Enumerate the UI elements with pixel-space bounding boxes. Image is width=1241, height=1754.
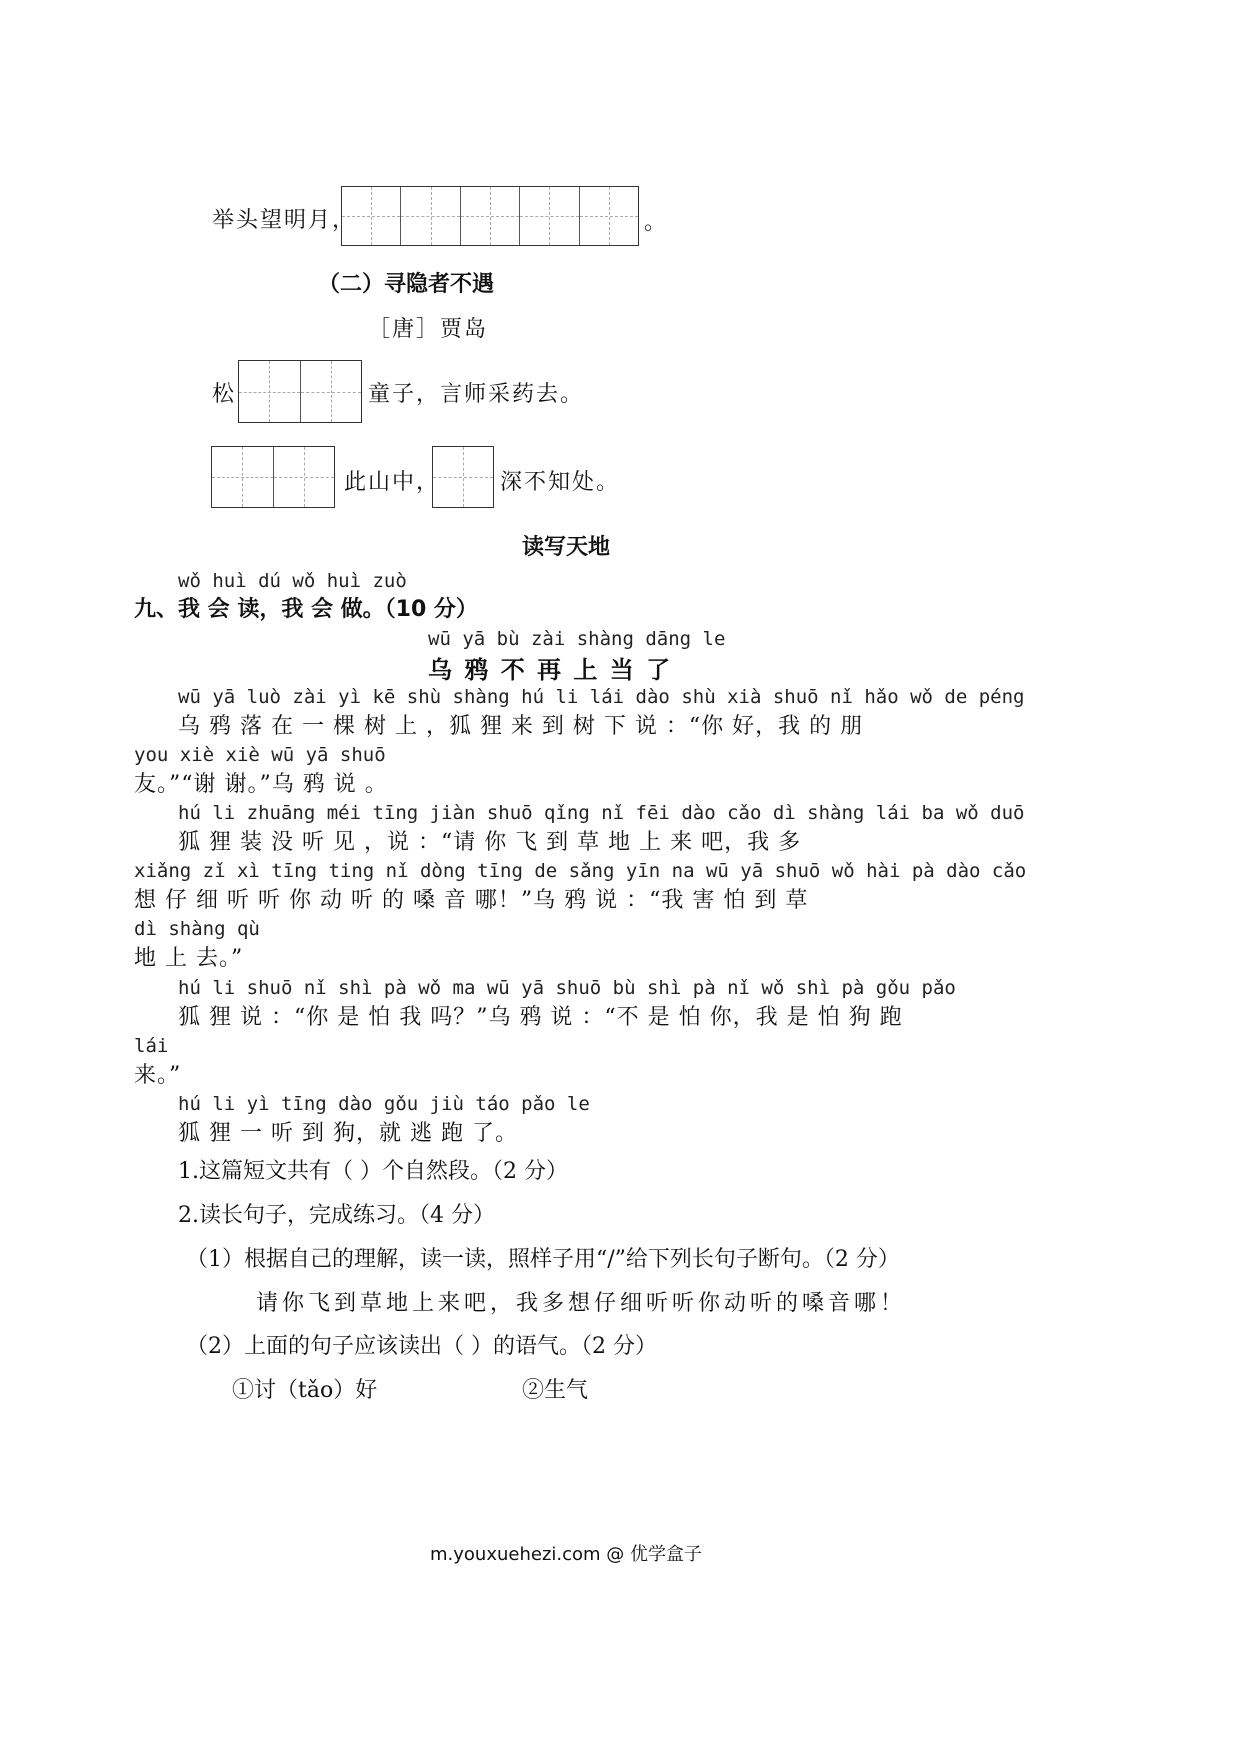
question-2-2: （2）上面的句子应该读出（ ）的语气。（2 分） bbox=[186, 1334, 657, 1359]
story-text-line: 乌 鸦 落 在 一 棵 树 上 ，狐 狸 来 到 树 下 说 ：“你 好，我 的 朋 bbox=[178, 714, 864, 739]
poem1-line-suffix: 。 bbox=[644, 210, 669, 235]
grid-cell[interactable] bbox=[342, 187, 400, 245]
question-2: 2.读长句子，完成练习。（4 分） bbox=[178, 1203, 495, 1228]
story-text-line: 想 仔 细 听 听 你 动 听 的 嗓 音 哪！”乌 鸦 说 ：“我 害 怕 到 草 bbox=[134, 888, 809, 913]
grid-cell[interactable] bbox=[212, 447, 273, 507]
story-pinyin-line: hú li yì tīng dào gǒu jiù táo pǎo le bbox=[178, 1093, 590, 1115]
story-text-line: 狐 狸 说 ：“你 是 怕 我 吗？”乌 鸦 说 ：“不 是 怕 你，我 是 怕 狗 跑 bbox=[178, 1005, 903, 1030]
question-1: 1.这篇短文共有（ ）个自然段。（2 分） bbox=[178, 1159, 568, 1184]
story-title-pinyin: wū yā bù zài shàng dāng le bbox=[428, 628, 726, 650]
footer-watermark: m.youxuehezi.com @ 优学盒子 bbox=[430, 1544, 703, 1565]
question9-pinyin: wǒ huì dú wǒ huì zuò bbox=[178, 570, 407, 592]
grid-cell[interactable] bbox=[300, 361, 362, 422]
story-text-line: 友。”“谢 谢。”乌 鸦 说 。 bbox=[134, 772, 388, 797]
story-pinyin-line: wū yā luò zài yì kē shù shàng hú li lái dào shù xià shuō nǐ hǎo wǒ de péng bbox=[178, 686, 1025, 708]
grid-cell[interactable] bbox=[400, 187, 459, 245]
grid-cell[interactable] bbox=[519, 187, 578, 245]
section-heading: 读写天地 bbox=[522, 535, 611, 560]
story-text-line: 狐 狸 装 没 听 见 ，说 ：“请 你 飞 到 草 地 上 来 吧，我 多 bbox=[178, 830, 802, 855]
story-text-line: 地 上 去。” bbox=[134, 946, 244, 971]
poem2-title: （二）寻隐者不遇 bbox=[318, 272, 495, 297]
answer-grid-poem2-line2a[interactable] bbox=[211, 446, 335, 508]
answer-grid-poem2-line1[interactable] bbox=[238, 360, 362, 423]
story-text-line: 狐 狸 一 听 到 狗，就 逃 跑 了。 bbox=[178, 1121, 518, 1146]
option-2: ②生气 bbox=[522, 1378, 589, 1403]
answer-grid-poem2-line2b[interactable] bbox=[432, 446, 494, 508]
poem2-line2-suffix: 深不知处。 bbox=[500, 470, 621, 495]
grid-cell[interactable] bbox=[433, 447, 493, 507]
story-title: 乌 鸦 不 再 上 当 了 bbox=[428, 656, 673, 684]
question-2-1: （1）根据自己的理解，读一读，照样子用“/”给下列长句子断句。（2 分） bbox=[186, 1247, 900, 1272]
answer-grid-poem1[interactable] bbox=[341, 186, 639, 246]
question-2-1-sentence: 请你飞到草地上来吧，我多想仔细听听你动听的嗓音哪！ bbox=[256, 1291, 907, 1316]
story-pinyin-line: you xiè xiè wū yā shuō bbox=[134, 744, 386, 766]
grid-cell[interactable] bbox=[273, 447, 335, 507]
grid-cell[interactable] bbox=[460, 187, 519, 245]
question9-title: 九、我 会 读，我 会 做。（10 分） bbox=[134, 597, 478, 622]
poem1-line-prefix: 举头望明月， bbox=[212, 208, 357, 233]
option-1: ①讨（tǎo）好 bbox=[232, 1378, 378, 1403]
story-pinyin-line: hú li zhuāng méi tīng jiàn shuō qǐng nǐ fēi dào cǎo dì shàng lái ba wǒ duō bbox=[178, 802, 1025, 824]
poem2-line1-prefix: 松 bbox=[212, 382, 237, 407]
poem2-line1-suffix: 童子，言师采药去。 bbox=[368, 382, 585, 407]
poem2-line2-middle: 此山中， bbox=[344, 470, 441, 495]
story-pinyin-line: dì shàng qù bbox=[134, 918, 260, 940]
grid-cell[interactable] bbox=[239, 361, 300, 422]
story-pinyin-line: xiǎng zǐ xì tīng ting nǐ dòng tīng de sǎng yīn na wū yā shuō wǒ hài pà dào cǎo bbox=[134, 860, 1027, 882]
poem2-author: ［唐］贾岛 bbox=[368, 317, 489, 342]
story-pinyin-line: lái bbox=[134, 1035, 169, 1057]
grid-cell[interactable] bbox=[579, 187, 638, 245]
story-pinyin-line: hú li shuō nǐ shì pà wǒ ma wū yā shuō bù shì pà nǐ wǒ shì pà gǒu pǎo bbox=[178, 977, 956, 999]
story-text-line: 来。” bbox=[134, 1063, 182, 1088]
